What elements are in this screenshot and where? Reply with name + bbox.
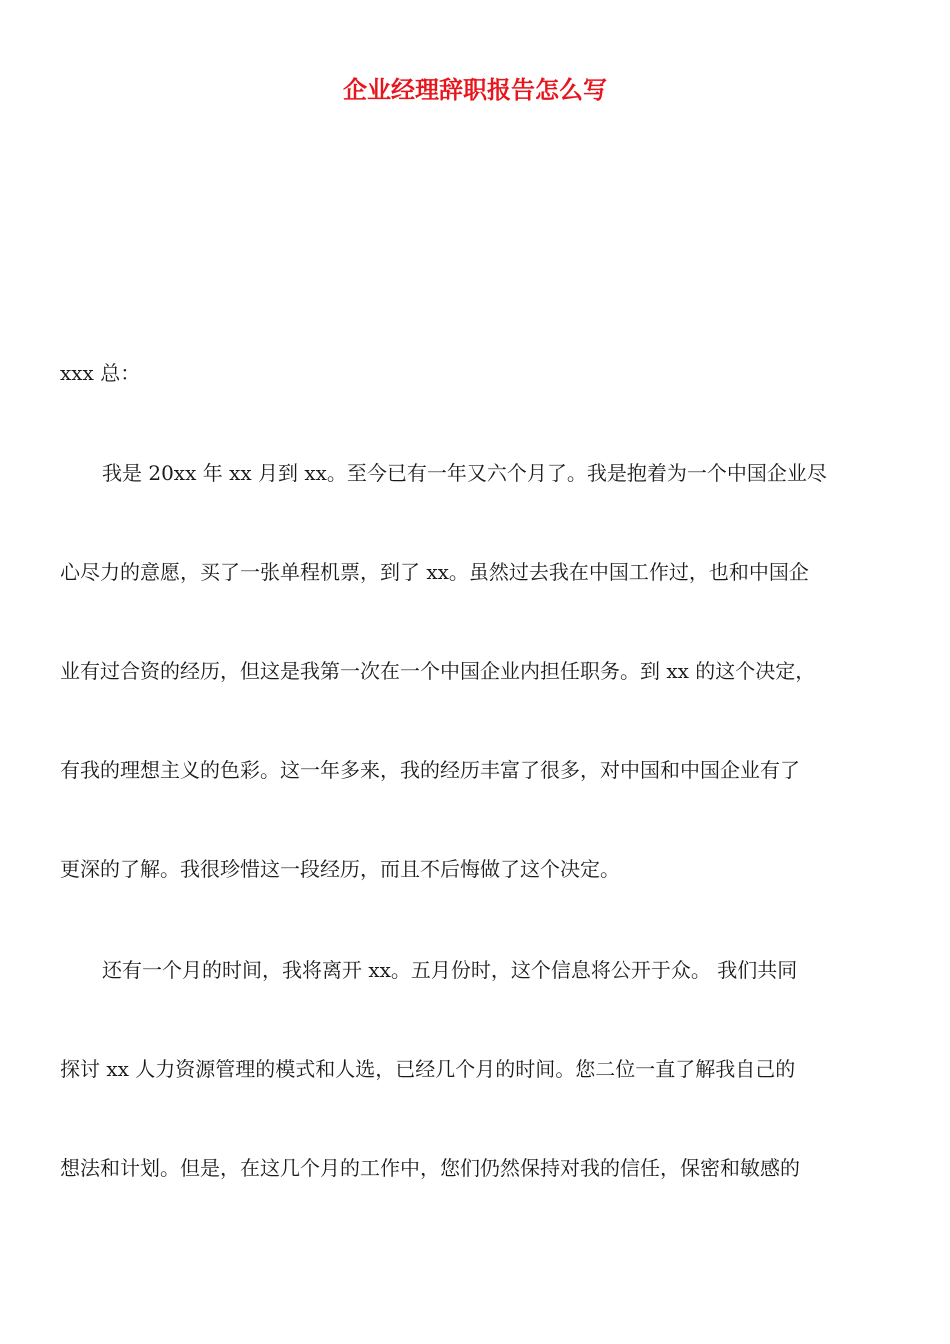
document-title: 企业经理辞职报告怎么写: [343, 76, 607, 104]
paragraph-1-line-4: 有我的理想主义的色彩。这一年多来，我的经历丰富了很多，对中国和中国企业有了: [60, 758, 800, 782]
paragraph-1-line-5: 更深的了解。我很珍惜这一段经历，而且不后悔做了这个决定。: [60, 857, 620, 881]
paragraph-1-line-2: 心尽力的意愿，买了一张单程机票，到了 xx。虽然过去我在中国工作过，也和中国企: [60, 560, 809, 584]
paragraph-2-line-1: 还有一个月的时间，我将离开 xx。五月份时，这个信息将公开于众。 我们共同: [102, 958, 798, 982]
paragraph-2-line-3: 想法和计划。但是，在这几个月的工作中，您们仍然保持对我的信任，保密和敏感的: [60, 1156, 800, 1180]
paragraph-1-line-3: 业有过合资的经历，但这是我第一次在一个中国企业内担任职务。到 xx 的这个决定，: [60, 659, 816, 683]
salutation: xxx 总：: [60, 361, 141, 385]
paragraph-1-line-1: 我是 20xx 年 xx 月到 xx。至今已有一年又六个月了。我是抱着为一个中国企业尽: [102, 461, 827, 485]
paragraph-2-line-2: 探讨 xx 人力资源管理的模式和人选，已经几个月的时间。您二位一直了解我自己的: [60, 1057, 796, 1081]
